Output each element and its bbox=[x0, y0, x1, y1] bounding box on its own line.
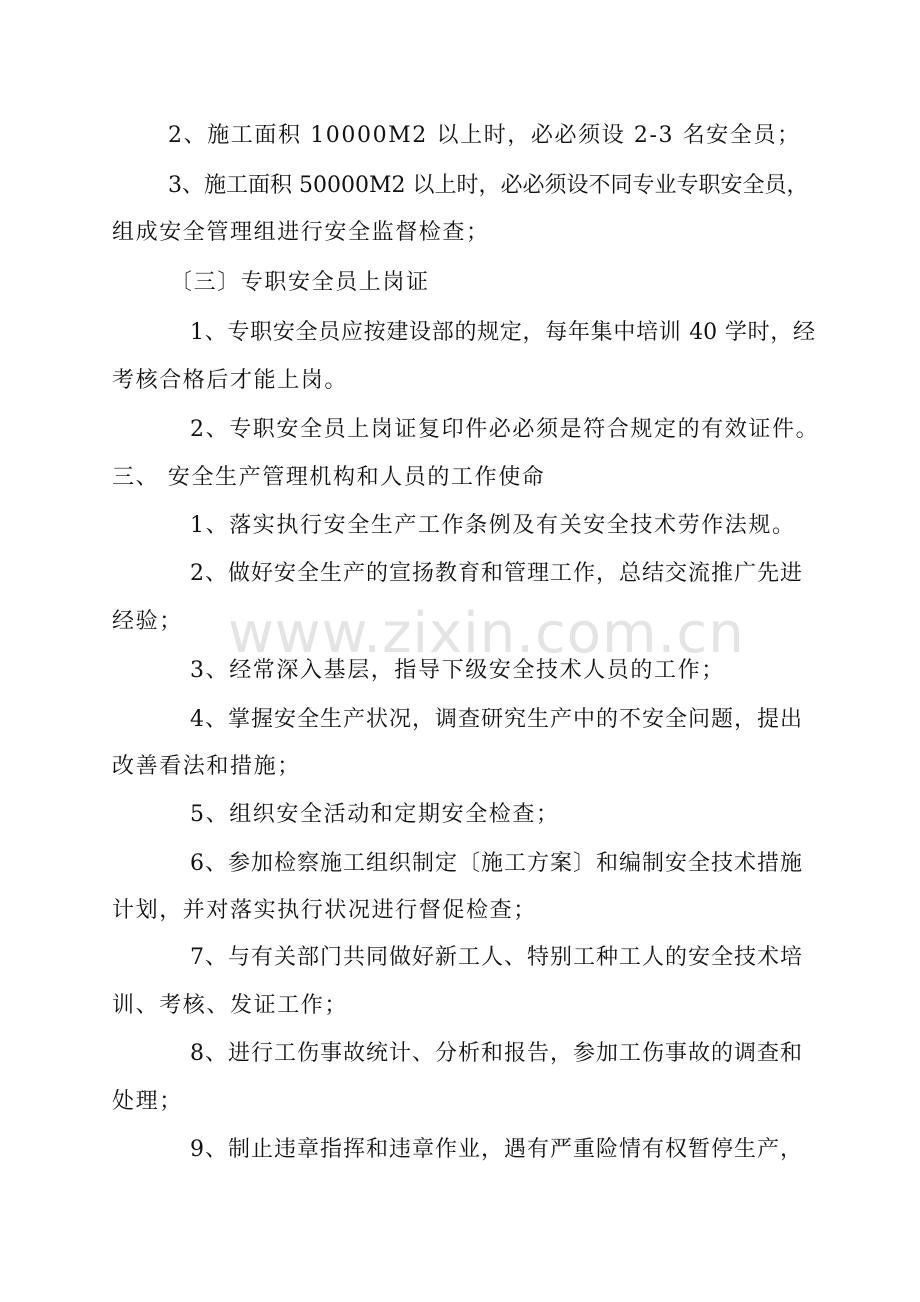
paragraph-line: 9、制止违章指挥和违章作业，遇有严重险情有权暂停生产， bbox=[190, 1137, 802, 1162]
paragraph-line: 1、落实执行安全生产工作条例及有关安全技术劳作法规。 bbox=[190, 513, 796, 538]
paragraph-line: 3、经常深入基层，指导下级安全技术人员的工作； bbox=[190, 658, 725, 683]
paragraph-line: 2、做好安全生产的宣扬教育和管理工作，总结交流推广先进 bbox=[190, 561, 802, 586]
paragraph-line: 处理； bbox=[112, 1089, 183, 1114]
paragraph-line: 4、掌握安全生产状况，调查研究生产中的不安全问题，提出 bbox=[190, 707, 802, 732]
paragraph-line: 计划，并对落实执行状况进行督促检查； bbox=[112, 898, 537, 923]
paragraph-line: 7、与有关部门共同做好新工人、特别工种工人的安全技术培 bbox=[190, 945, 802, 970]
paragraph-line: 经验； bbox=[112, 609, 183, 634]
section-heading: 三、 安全生产管理机构和人员的工作使命 bbox=[112, 465, 546, 490]
paragraph-line: 训、考核、发证工作； bbox=[112, 993, 349, 1018]
paragraph-line: 改善看法和措施； bbox=[112, 754, 301, 779]
paragraph-line: 组成安全管理组进行安全监督检查； bbox=[112, 220, 490, 245]
paragraph-line: 6、参加检察施工组织制定〔施工方案〕和编制安全技术措施 bbox=[190, 851, 802, 876]
paragraph-line: 1、专职安全员应按建设部的规定，每年集中培训 40 学时，经 bbox=[190, 320, 815, 345]
section-heading: 〔三〕专职安全员上岗证 bbox=[170, 270, 430, 295]
paragraph-line: 8、进行工伤事故统计、分析和报告，参加工伤事故的调查和 bbox=[190, 1041, 802, 1066]
paragraph-line: 考核合格后才能上岗。 bbox=[112, 368, 349, 393]
paragraph-line: 2、施工面积 10000M2 以上时，必必须设 2-3 名安全员； bbox=[168, 123, 801, 148]
paragraph-line: 5、组织安全活动和定期安全检查； bbox=[190, 802, 560, 827]
paragraph-line: 3、施工面积 50000M2 以上时，必必须设不同专业专职安全员， bbox=[168, 173, 809, 198]
paragraph-line: 2、专职安全员上岗证复印件必必须是符合规定的有效证件。 bbox=[190, 417, 820, 442]
watermark: www.zixin.com.cn bbox=[228, 601, 745, 666]
